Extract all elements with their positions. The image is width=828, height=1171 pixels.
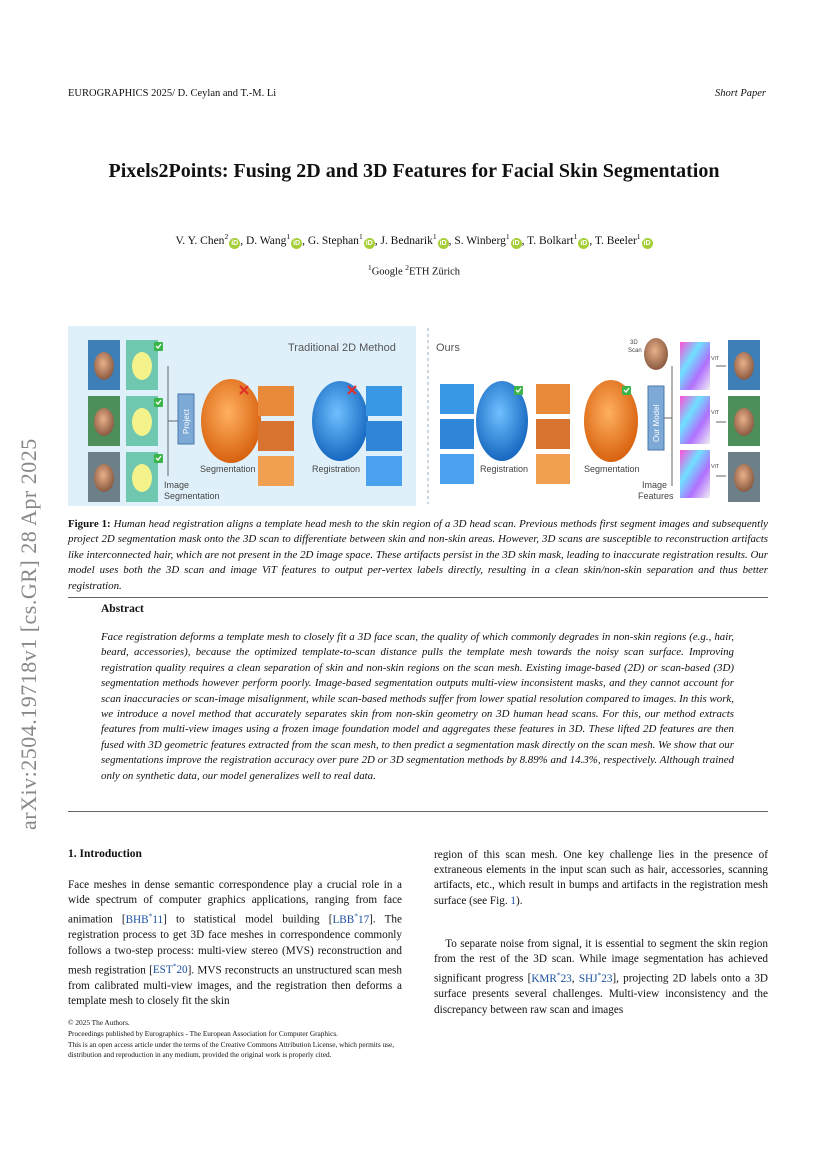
text-run: ). — [516, 894, 523, 907]
project-label: Project — [182, 409, 191, 434]
author-name: S. Winberg — [454, 234, 506, 247]
orcid-icon[interactable]: iD — [439, 239, 447, 247]
cite-year: 23 — [601, 973, 613, 986]
author-affiliation: 1 — [636, 232, 641, 241]
cite-year: 20 — [176, 964, 188, 977]
ours-registration-label: Registration — [480, 464, 529, 474]
traditional-label: Traditional 2D Method — [288, 342, 396, 354]
orcid-icon[interactable]: iD — [365, 239, 373, 247]
citation-link[interactable] — [125, 911, 164, 927]
text-run: ]. MVS reconstructs an unstructured scan mesh from calibrated multi-view images, and the registration then deforms a template mesh to closely fit the skin — [68, 964, 402, 1007]
cite-sup: * — [354, 911, 358, 921]
author-affiliation: 1 — [286, 232, 291, 241]
section-heading: 1. Introduction — [68, 848, 142, 860]
text-run: ], projecting 2D labels onto a 3D surface presents several challenges. Multi-view inconsistency and the discrepancy between raw scan and images — [434, 973, 768, 1016]
figure-1 — [68, 326, 768, 506]
divider — [68, 811, 768, 812]
cite-year: 11 — [152, 914, 164, 927]
check-icon — [622, 386, 631, 395]
orcid-icon[interactable]: iD — [643, 239, 651, 247]
author-name: J. Bednarik — [380, 234, 433, 247]
3d-scan-head — [644, 338, 668, 370]
figure-caption — [68, 517, 768, 594]
orcid-icon[interactable]: iD — [512, 239, 520, 247]
caption-text: Human head registration aligns a template head mesh to the skin region of a 3D head scan. Previous methods first segment images and subsequently project 2D segmentation mask onto the 3D scan to differentiate between skin and non-skin areas. However, 3D scans are susceptible to reconstruction artifacts like interconnected hair, which are not present in the 2D image space. These artifacts persist in the 3D skin mask, leading to inaccurate registration results. Our model uses both the 3D scan and image ViT features to output per-vertex labels directly, resulting in a clean skin/non-skin separation and thus better registration. — [68, 518, 768, 592]
segmented-head — [201, 379, 261, 463]
scan-label-2: Scan — [628, 348, 642, 354]
publisher-note: Proceedings published by Eurographics - The European Association for Computer Graphics. — [68, 1028, 338, 1038]
vit-feature-maps — [680, 342, 710, 498]
intro-paragraph-3 — [434, 937, 768, 1018]
paper-title: Pixels2Points: Fusing 2D and 3D Features for Facial Skin Segmentation — [108, 160, 720, 182]
orcid-icon[interactable]: iD — [231, 239, 239, 247]
vit-label: ViT — [711, 464, 720, 470]
copyright: © 2025 The Authors. — [68, 1018, 130, 1027]
text-run: region of this scan mesh. One key challenge lies in the presence of extraneous elements in the input scan such as hair, accessories, scanning artifacts, etc., which result in bumps and artifacts in the registration mesh surface (see Fig. — [434, 849, 768, 907]
image-seg-label-2: Segmentation — [164, 491, 220, 501]
image-features-label-2: Features — [638, 491, 674, 501]
citation-link[interactable] — [531, 970, 572, 986]
affiliation-google: Google — [371, 266, 403, 278]
abstract-text: Face registration deforms a template mesh to closely fit a 3D face scan, the quality of which commonly degrades in non-skin regions (e.g., hair, beard, accessories), because the optimized template-to-scan distance pulls the template mesh towards the noisy scan surface. Improving registration quality requires a clean separation of skin and non-skin regions on the scan mesh. Existing image-based (2D) or scan-based (3D) segmentation methods however perform poorly. Image-based segmentation outputs multi-view inconsistent masks, and they cannot account for scan inaccuracies or scan-image misalignment, while scan-based methods suffer from lower spatial resolution compared to images. In this work, we introduce a novel method that accurately separates skin from non-skin geometry on 3D human head scans. For this, our method extracts features from multi-view images using a frozen image foundation model and aggregates these features in 3D. These lifted 2D features are then fused with 3D geometric features extracted from the scan mesh, to then predict a segmentation mask directly on the scan mesh. We show that our segmentations improve the registration accuracy over pure 2D or 3D segmentation methods by 8.89% and 14.3%, respectively. Although trained only on synthetic data, our model generalizes well to real data. — [101, 631, 734, 782]
running-header-right: Short Paper — [714, 88, 766, 99]
image-segmentation-masks — [126, 340, 158, 502]
arxiv-watermark: arXiv:2504.19718v1 [cs.GR] 28 Apr 2025 — [16, 438, 41, 830]
author-affiliation: 1 — [432, 232, 437, 241]
check-icon — [514, 386, 523, 395]
author-name: T. Bolkart — [527, 234, 574, 247]
orcid-icon[interactable]: iD — [293, 239, 301, 247]
segmentation-label: Segmentation — [200, 464, 256, 474]
registered-head — [312, 381, 368, 461]
author-affiliation: 1 — [573, 232, 578, 241]
image-features-label-1: Image — [642, 480, 668, 490]
running-header-left: EUROGRAPHICS 2025/ D. Ceylan and T.-M. Li — [68, 88, 277, 99]
text-run: Face meshes in dense semantic correspondence play a crucial role in a wide spectrum of computer graphics applications, ranging from face animation [ — [68, 879, 402, 927]
abstract-heading: Abstract — [101, 603, 144, 615]
intro-paragraph-2 — [434, 848, 768, 909]
cite-year: 17 — [357, 914, 370, 927]
our-model-label: Our Model — [652, 404, 661, 442]
author-name: G. Stephan — [307, 234, 359, 247]
text-run: To separate noise from signal, it is essential to segment the skin region from the rest of the 3D scan. While image segmentation has achieved significant progress [ — [434, 938, 768, 986]
citation-link[interactable] — [152, 961, 188, 977]
cite-year: 23 — [560, 973, 572, 986]
author-affiliation: 1 — [358, 232, 363, 241]
footnote — [68, 1018, 402, 1061]
caption-label: Figure 1: — [68, 518, 111, 530]
cite-key: EST — [152, 964, 173, 977]
divider — [68, 597, 768, 598]
cite-sup: * — [172, 961, 177, 971]
cite-key: SHJ — [578, 973, 598, 986]
citation-link[interactable] — [332, 911, 370, 927]
author-list: V. Y. Chen$^2$iD , D. Wang$^1$iD , G. Stephan$^1$iD , J. Bednarik$^1$iD , S. Winberg$^1$iD , T. Bolkart$^1$iD , T. Beeler$^1$iD — [175, 232, 651, 247]
author-affiliation: 1 — [505, 232, 510, 241]
author-name: T. Beeler — [594, 234, 637, 247]
cite-sup: * — [148, 911, 153, 921]
ours-label: Ours — [436, 342, 460, 354]
registration-label: Registration — [312, 464, 361, 474]
affiliation-number: 2 — [405, 263, 409, 272]
license-note: This is an open access article under the terms of the Creative Commons Attribution License, which permits use, distribution and reproduction in any medium, provided the original work is properly cited. — [68, 1039, 395, 1060]
vit-label: ViT — [711, 356, 720, 362]
affiliations — [0, 263, 828, 278]
text-run: ] to statistical model building [ — [163, 914, 333, 927]
vit-label: ViT — [711, 410, 720, 416]
cite-key: LBB — [332, 914, 355, 927]
cite-key: KMR — [531, 973, 557, 986]
cite-sup: * — [597, 970, 602, 980]
citation-link[interactable] — [578, 970, 613, 986]
cite-sup: * — [556, 970, 561, 980]
input-photos — [88, 340, 120, 502]
affiliation-eth: ETH Zürich — [409, 266, 461, 278]
intro-paragraph-1 — [68, 878, 402, 1009]
affiliation-number: 1 — [367, 263, 372, 272]
orcid-icon[interactable]: iD — [580, 239, 588, 247]
ours-segmentation-label: Segmentation — [584, 464, 640, 474]
ours-input-photos — [728, 340, 760, 502]
text-run: , — [571, 973, 579, 986]
figure-ref-link[interactable]: 1 — [510, 894, 517, 907]
text-run: ]. The registration process to get 3D face meshes in correspondence commonly follows a two-step process: multi-view stereo (MVS) reconstruction and mesh registration [ — [68, 914, 402, 977]
author-name: V. Y. Chen — [175, 234, 225, 247]
author-affiliation: 2 — [224, 232, 229, 241]
author-name: D. Wang — [245, 234, 287, 247]
cite-key: BHB — [125, 914, 149, 927]
scan-label-1: 3D — [630, 340, 638, 346]
image-seg-label-1: Image — [164, 480, 190, 490]
